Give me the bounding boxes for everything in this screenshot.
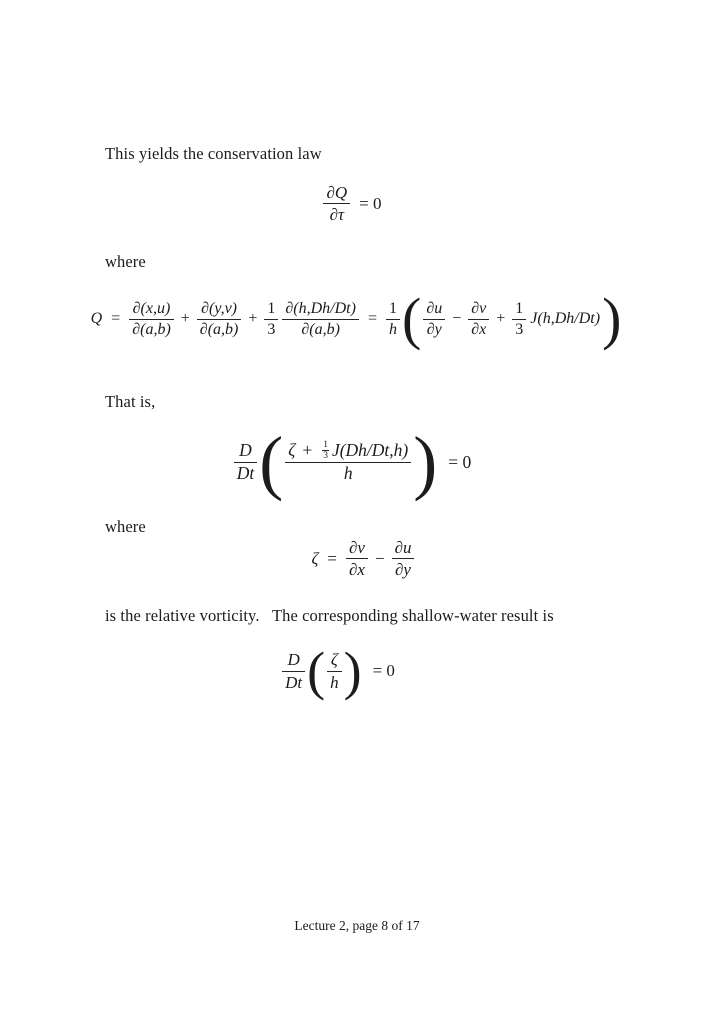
fraction-du-dy — [392, 537, 415, 581]
fraction-jacobian-h — [282, 299, 359, 340]
fraction-denominator: ∂(a,b) — [132, 320, 171, 338]
paragraph-conservation-law-intro: This yields the conservation law — [105, 144, 322, 163]
fraction-denominator: ∂x — [349, 560, 365, 580]
left-parenthesis: ( — [307, 641, 326, 701]
fraction-denominator: 3 — [323, 451, 328, 462]
fraction-denominator: 3 — [515, 320, 524, 338]
fraction-numerator: ∂Q — [326, 183, 348, 202]
equals-zero: = 0 — [359, 193, 382, 213]
fraction-numerator: ∂(x,u) — [132, 299, 171, 317]
minus-sign: − — [452, 310, 462, 327]
paragraph-where-2: where — [105, 517, 146, 536]
equals-zero: = 0 — [372, 661, 395, 680]
fraction-denominator: ∂(a,b) — [301, 320, 340, 338]
fraction-zeta-over-h — [327, 649, 342, 693]
fraction-numerator: ∂v — [471, 299, 487, 317]
fraction-denominator: Dt — [285, 672, 303, 692]
fraction-jacobian-yv — [197, 299, 242, 340]
fraction — [323, 182, 350, 226]
fraction-d-dt — [234, 440, 258, 485]
equation-zeta-definition — [6, 537, 714, 581]
fraction-numerator: 1 — [267, 299, 276, 317]
fraction-numerator: ∂(h,Dh/Dt) — [285, 299, 356, 317]
plus-sign: + — [302, 439, 313, 460]
fraction-denominator: ∂y — [395, 560, 411, 580]
fraction-dv-dx — [346, 537, 368, 581]
variable-q: Q — [90, 310, 103, 327]
right-parenthesis: ) — [602, 286, 622, 351]
fraction-numerator: ∂u — [426, 299, 443, 317]
paragraph-where-1: where — [105, 252, 146, 271]
fraction-denominator: ∂τ — [329, 205, 345, 225]
fraction-numerator: ∂(y,v) — [201, 299, 238, 317]
plus-sign: + — [248, 310, 258, 327]
fraction-vorticity-over-h — [285, 440, 411, 485]
fraction-d-dt — [282, 649, 305, 693]
plus-sign: + — [496, 310, 506, 327]
zeta-symbol: ζ — [288, 439, 296, 460]
fraction-denominator: h — [330, 672, 339, 692]
right-parenthesis: ) — [413, 422, 438, 502]
equation-shallow-water-result — [0, 641, 700, 701]
paragraph-relative-vorticity: is the relative vorticity. The corresponding shallow-water result is — [105, 606, 554, 625]
equals-sign: = — [367, 310, 377, 327]
fraction-dv-dx — [468, 299, 489, 340]
equation-q-definition — [0, 286, 714, 351]
fraction-denominator: ∂y — [426, 320, 442, 338]
fraction-denominator: 3 — [267, 320, 276, 338]
fraction-denominator: ∂x — [471, 320, 487, 338]
fraction-denominator: h — [343, 462, 353, 483]
fraction-numerator: 1 — [323, 439, 328, 450]
fraction-numerator: ∂u — [394, 538, 412, 557]
equation-material-derivative-q — [0, 422, 714, 502]
fraction-numerator: D — [287, 650, 300, 670]
equals-zero: = 0 — [448, 451, 472, 472]
right-parenthesis: ) — [343, 641, 362, 701]
fraction-numerator — [285, 440, 411, 462]
fraction-numerator: ∂v — [349, 538, 365, 557]
fraction-one-third — [512, 299, 526, 340]
jacobian-term: J(Dh/Dt,h) — [331, 439, 409, 460]
fraction-numerator: 1 — [515, 299, 524, 317]
left-parenthesis: ( — [401, 286, 422, 351]
fraction-one-over-h — [386, 299, 400, 340]
small-fraction-one-third — [322, 440, 329, 462]
page-footer: Lecture 2, page 8 of 17 — [294, 918, 420, 933]
equals-sign: = — [111, 310, 121, 327]
equation-dq-dtau — [0, 182, 714, 226]
fraction-denominator: ∂(a,b) — [199, 320, 239, 338]
left-parenthesis: ( — [259, 422, 284, 502]
fraction-denominator: h — [388, 320, 397, 338]
fraction-denominator: Dt — [236, 462, 255, 483]
plus-sign: + — [180, 310, 190, 327]
minus-sign: − — [374, 548, 385, 568]
fraction-numerator: 1 — [388, 299, 397, 317]
paragraph-that-is: That is, — [105, 392, 156, 411]
fraction-numerator: D — [239, 439, 252, 460]
fraction-jacobian-xu — [129, 299, 174, 340]
fraction-du-dy — [423, 299, 445, 340]
equals-sign: = — [327, 548, 338, 568]
fraction-one-third — [264, 299, 278, 340]
zeta-symbol: ζ — [311, 548, 319, 568]
fraction-numerator: ζ — [330, 650, 338, 670]
jacobian-term: J(h,Dh/Dt) — [530, 310, 601, 327]
